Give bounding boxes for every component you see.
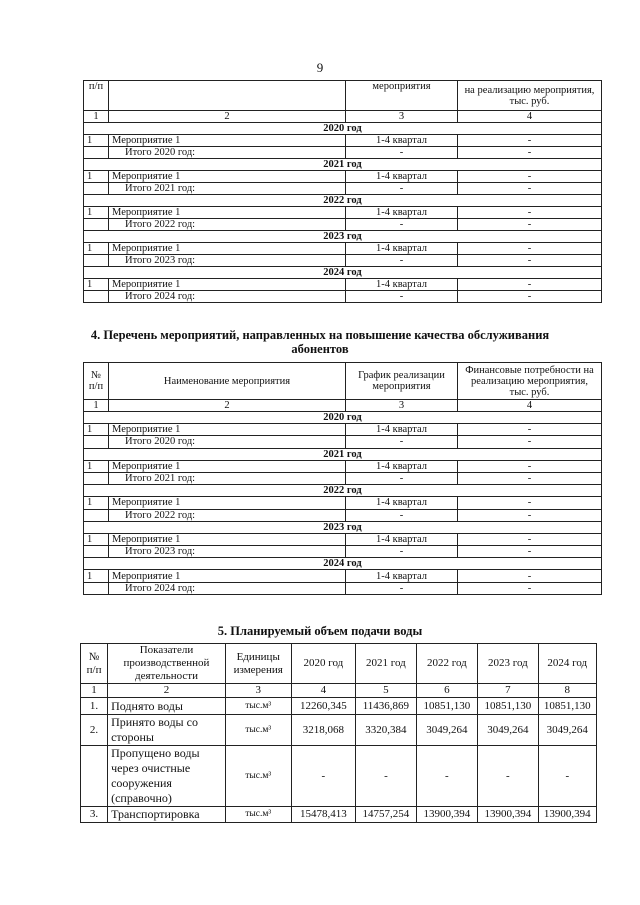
event-schedule: 1-4 квартал xyxy=(346,497,458,509)
year-value: 3049,264 xyxy=(478,715,538,746)
total-number-cell xyxy=(84,472,109,484)
year-value: 14757,254 xyxy=(356,807,416,823)
event-row xyxy=(84,460,602,472)
event-schedule: 1-4 квартал xyxy=(346,460,458,472)
col-number: 4 xyxy=(291,684,356,698)
year-label: 2022 год xyxy=(84,195,602,207)
total-schedule: - xyxy=(346,147,458,159)
total-cost: - xyxy=(458,219,602,231)
total-schedule: - xyxy=(346,436,458,448)
year-row xyxy=(84,267,602,279)
event-schedule: 1-4 квартал xyxy=(346,533,458,545)
indicator-name: Поднято воды xyxy=(108,698,226,715)
column-numbers-row xyxy=(84,400,602,412)
total-schedule: - xyxy=(346,472,458,484)
col-number: 8 xyxy=(538,684,596,698)
event-number: 1 xyxy=(84,135,109,147)
year-label: 2020 год xyxy=(84,123,602,135)
total-cost: - xyxy=(458,546,602,558)
total-schedule: - xyxy=(346,219,458,231)
total-label: Итого 2022 год: xyxy=(109,219,346,231)
year-label: 2020 год xyxy=(84,412,602,424)
header-finance: Финансовые потребности на реализацию мероприятия, тыс. руб. xyxy=(458,363,602,400)
year-value: 15478,413 xyxy=(291,807,356,823)
year-value: 3320,384 xyxy=(356,715,416,746)
total-number-cell xyxy=(84,147,109,159)
event-cost: - xyxy=(458,279,602,291)
event-number: 1 xyxy=(84,497,109,509)
table-header-row xyxy=(81,644,597,684)
col-number: 3 xyxy=(346,400,458,412)
events-table-continued xyxy=(83,80,602,303)
event-row xyxy=(84,135,602,147)
total-label: Итого 2022 год: xyxy=(109,509,346,521)
year-value: 10851,130 xyxy=(416,698,478,715)
total-row xyxy=(84,546,602,558)
event-name: Мероприятие 1 xyxy=(109,243,346,255)
total-cost: - xyxy=(458,582,602,594)
event-number: 1 xyxy=(84,171,109,183)
event-row xyxy=(84,570,602,582)
total-cost: - xyxy=(458,509,602,521)
event-name: Мероприятие 1 xyxy=(109,207,346,219)
event-number: 1 xyxy=(84,533,109,545)
total-number-cell xyxy=(84,436,109,448)
event-name: Мероприятие 1 xyxy=(109,135,346,147)
event-row xyxy=(84,424,602,436)
header-schedule: График реализации мероприятия xyxy=(346,363,458,400)
event-schedule: 1-4 квартал xyxy=(346,135,458,147)
year-label: 2021 год xyxy=(84,159,602,171)
year-label: 2021 год xyxy=(84,448,602,460)
year-row xyxy=(84,448,602,460)
year-value: - xyxy=(416,746,478,807)
section-5-title: 5. Планируемый объем подачи воды xyxy=(217,624,423,638)
total-label: Итого 2024 год: xyxy=(109,582,346,594)
event-name: Мероприятие 1 xyxy=(109,460,346,472)
total-schedule: - xyxy=(346,509,458,521)
event-cost: - xyxy=(458,424,602,436)
total-number-cell xyxy=(84,183,109,195)
event-name: Мероприятие 1 xyxy=(109,279,346,291)
total-row xyxy=(84,255,602,267)
events-table-section-4 xyxy=(83,362,602,595)
header-year: 2024 год xyxy=(538,644,596,684)
total-number-cell xyxy=(84,546,109,558)
year-value: 3218,068 xyxy=(291,715,356,746)
event-cost: - xyxy=(458,207,602,219)
year-value: 13900,394 xyxy=(478,807,538,823)
year-value: 12260,345 xyxy=(291,698,356,715)
year-value: - xyxy=(478,746,538,807)
year-value: - xyxy=(356,746,416,807)
indicator-name: Принято воды со стороны xyxy=(108,715,226,746)
year-row xyxy=(84,195,602,207)
event-schedule: 1-4 квартал xyxy=(346,171,458,183)
year-label: 2023 год xyxy=(84,231,602,243)
event-cost: - xyxy=(458,533,602,545)
event-schedule: 1-4 квартал xyxy=(346,424,458,436)
header-year: 2021 год xyxy=(356,644,416,684)
row-number: 3. xyxy=(81,807,108,823)
total-row xyxy=(84,219,602,231)
year-value: 3049,264 xyxy=(416,715,478,746)
total-row xyxy=(84,147,602,159)
col-number: 1 xyxy=(84,400,109,412)
table-header-row xyxy=(84,363,602,400)
col-number: 1 xyxy=(81,684,108,698)
col-number: 4 xyxy=(458,400,602,412)
event-row xyxy=(84,207,602,219)
event-row xyxy=(84,533,602,545)
indicator-row xyxy=(81,807,597,823)
event-cost: - xyxy=(458,497,602,509)
total-cost: - xyxy=(458,255,602,267)
year-row xyxy=(84,231,602,243)
total-number-cell xyxy=(84,255,109,267)
header-num: п/п xyxy=(84,81,109,111)
year-row xyxy=(84,558,602,570)
total-cost: - xyxy=(458,291,602,303)
total-row xyxy=(84,436,602,448)
total-label: Итого 2023 год: xyxy=(109,255,346,267)
event-cost: - xyxy=(458,243,602,255)
unit: тыс.м³ xyxy=(225,746,291,807)
header-num: № п/п xyxy=(84,363,109,400)
year-value: 3049,264 xyxy=(538,715,596,746)
indicator-row xyxy=(81,698,597,715)
event-row xyxy=(84,243,602,255)
section-4-title xyxy=(0,328,640,356)
total-cost: - xyxy=(458,183,602,195)
page-number: 9 xyxy=(316,60,324,75)
event-row xyxy=(84,497,602,509)
event-number: 1 xyxy=(84,570,109,582)
col-number: 1 xyxy=(84,111,109,123)
header-num: № п/п xyxy=(81,644,108,684)
year-value: 10851,130 xyxy=(538,698,596,715)
event-cost: - xyxy=(458,171,602,183)
total-number-cell xyxy=(84,509,109,521)
row-number: 2. xyxy=(81,715,108,746)
unit: тыс.м³ xyxy=(225,807,291,823)
total-row xyxy=(84,472,602,484)
total-label: Итого 2021 год: xyxy=(109,183,346,195)
header-schedule: мероприятия xyxy=(346,81,458,111)
total-cost: - xyxy=(458,436,602,448)
year-row xyxy=(84,485,602,497)
col-number: 4 xyxy=(458,111,602,123)
column-numbers-row xyxy=(84,111,602,123)
total-number-cell xyxy=(84,291,109,303)
col-number: 6 xyxy=(416,684,478,698)
year-row xyxy=(84,123,602,135)
year-row xyxy=(84,159,602,171)
total-cost: - xyxy=(458,147,602,159)
year-label: 2024 год xyxy=(84,267,602,279)
total-row xyxy=(84,582,602,594)
total-schedule: - xyxy=(346,291,458,303)
header-year: 2023 год xyxy=(478,644,538,684)
section-4-title-line2: абонентов xyxy=(291,342,349,356)
unit: тыс.м³ xyxy=(225,715,291,746)
water-supply-table xyxy=(80,643,597,823)
indicator-row xyxy=(81,715,597,746)
header-finance: на реализацию мероприятия, тыс. руб. xyxy=(458,81,602,111)
event-name: Мероприятие 1 xyxy=(109,424,346,436)
total-label: Итого 2024 год: xyxy=(109,291,346,303)
total-schedule: - xyxy=(346,582,458,594)
event-row xyxy=(84,171,602,183)
total-row xyxy=(84,509,602,521)
year-value: 11436,869 xyxy=(356,698,416,715)
year-value: 10851,130 xyxy=(478,698,538,715)
col-number: 2 xyxy=(109,111,346,123)
total-label: Итого 2021 год: xyxy=(109,472,346,484)
year-value: - xyxy=(538,746,596,807)
event-number: 1 xyxy=(84,279,109,291)
event-name: Мероприятие 1 xyxy=(109,171,346,183)
section-4-title-line1: 4. Перечень мероприятий, направленных на повышение качества обслуживания xyxy=(90,328,550,342)
col-number: 2 xyxy=(109,400,346,412)
header-indicator: Показатели производственной деятельности xyxy=(108,644,226,684)
col-number: 2 xyxy=(108,684,226,698)
header-name: Наименование мероприятия xyxy=(109,363,346,400)
total-label: Итого 2023 год: xyxy=(109,546,346,558)
event-name: Мероприятие 1 xyxy=(109,497,346,509)
year-value: 13900,394 xyxy=(416,807,478,823)
total-label: Итого 2020 год: xyxy=(109,147,346,159)
row-number xyxy=(81,746,108,807)
event-cost: - xyxy=(458,135,602,147)
header-name xyxy=(109,81,346,111)
row-number: 1. xyxy=(81,698,108,715)
year-value: 13900,394 xyxy=(538,807,596,823)
year-value: - xyxy=(291,746,356,807)
event-number: 1 xyxy=(84,424,109,436)
year-row xyxy=(84,521,602,533)
total-row xyxy=(84,183,602,195)
col-number: 3 xyxy=(346,111,458,123)
event-schedule: 1-4 квартал xyxy=(346,570,458,582)
year-label: 2023 год xyxy=(84,521,602,533)
event-cost: - xyxy=(458,460,602,472)
event-schedule: 1-4 квартал xyxy=(346,207,458,219)
event-name: Мероприятие 1 xyxy=(109,533,346,545)
year-label: 2024 год xyxy=(84,558,602,570)
total-schedule: - xyxy=(346,546,458,558)
header-year: 2022 год xyxy=(416,644,478,684)
total-cost: - xyxy=(458,472,602,484)
event-number: 1 xyxy=(84,243,109,255)
col-number: 3 xyxy=(225,684,291,698)
column-numbers-row xyxy=(81,684,597,698)
event-number: 1 xyxy=(84,460,109,472)
col-number: 7 xyxy=(478,684,538,698)
indicator-name: Пропущено воды через очистные сооружения (справочно) xyxy=(108,746,226,807)
total-schedule: - xyxy=(346,255,458,267)
col-number: 5 xyxy=(356,684,416,698)
total-number-cell xyxy=(84,219,109,231)
indicator-row xyxy=(81,746,597,807)
header-unit: Единицы измерения xyxy=(225,644,291,684)
year-label: 2022 год xyxy=(84,485,602,497)
year-row xyxy=(84,412,602,424)
total-row xyxy=(84,291,602,303)
indicator-name: Транспортировка xyxy=(108,807,226,823)
total-schedule: - xyxy=(346,183,458,195)
total-label: Итого 2020 год: xyxy=(109,436,346,448)
event-schedule: 1-4 квартал xyxy=(346,279,458,291)
event-cost: - xyxy=(458,570,602,582)
unit: тыс.м³ xyxy=(225,698,291,715)
table-header-row xyxy=(84,81,602,111)
event-number: 1 xyxy=(84,207,109,219)
header-year: 2020 год xyxy=(291,644,356,684)
event-name: Мероприятие 1 xyxy=(109,570,346,582)
total-number-cell xyxy=(84,582,109,594)
event-row xyxy=(84,279,602,291)
event-schedule: 1-4 квартал xyxy=(346,243,458,255)
